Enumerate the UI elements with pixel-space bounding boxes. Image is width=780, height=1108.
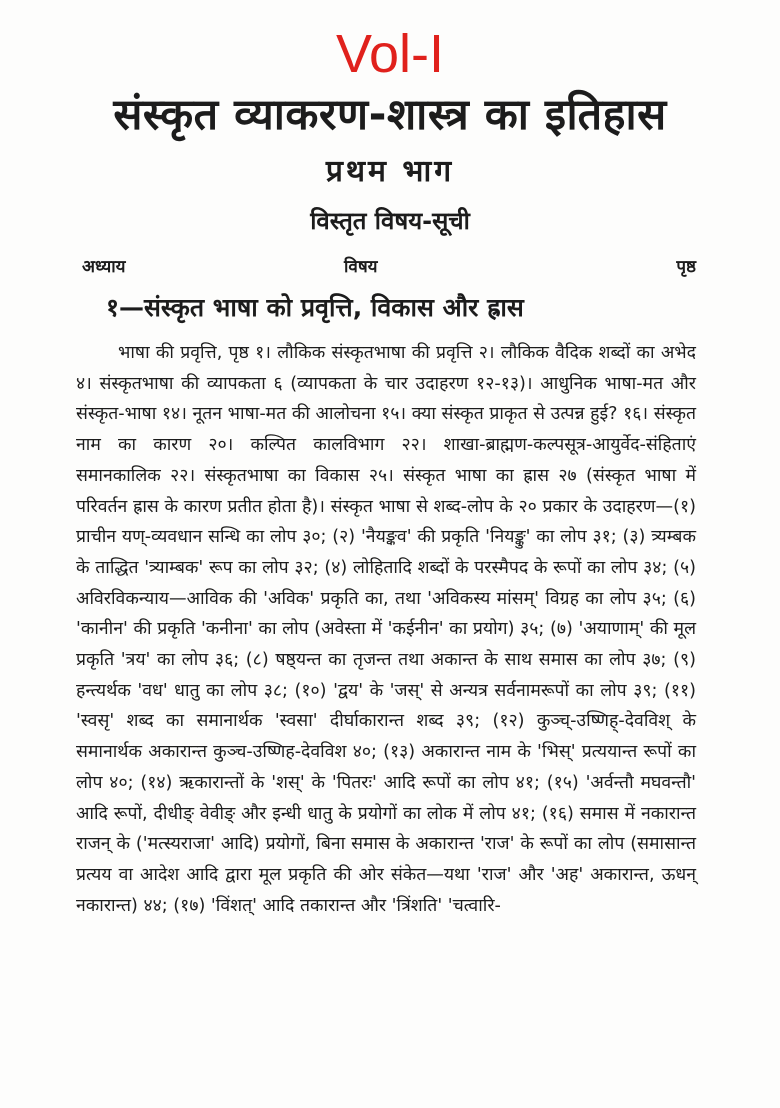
part-label: प्रथम भाग xyxy=(325,154,455,189)
column-header-row xyxy=(82,252,696,282)
index-heading: विस्तृत विषय-सूची xyxy=(310,207,470,235)
column-subject: विषय xyxy=(344,257,378,277)
chapter-contents-paragraph: भाषा की प्रवृत्ति, पृष्ठ १। लौकिक संस्कृतभाषा की प्रवृत्ति २। लौकिक वैदिक शब्दों का अभेद ४। संस्कृतभाषा की व्यापकता ६ (व्यापकता के चार उदाहरण १२-१३)। आधुनिक भाषा-मत और संस्कृत-भाषा १४। नूतन भाषा-मत की आलोचना १५। क्या संस्कृत प्राकृत से उत्पन्न हुई? १६। संस्कृत नाम का कारण २०। कल्पित कालविभाग २२। शाखा-ब्राह्मण-कल्पसूत्र-आयुर्वेद-संहिताएं समानकालिक २२। संस्कृतभाषा का विकास २५। संस्कृत भाषा का ह्रास २७ (संस्कृत भाषा में परिवर्तन ह्रास के कारण प्रतीत होता है)। संस्कृत भाषा से शब्द-लोप के २० प्रकार के उदाहरण—(१) प्राचीन यण्-व्यवधान सन्धि का लोप ३०; (२) 'नैयङ्कव' की प्रकृति 'नियङ्कु' का लोप ३१; (३) त्र्यम्बक के ताद्धित 'त्र्याम्बक' रूप का लोप ३२; (४) लोहितादि शब्दों के परस्मैपद के रूपों का लोप ३४; (५) अविरविकन्याय—आविक की 'अविक' प्रकृति का, तथा 'अविकस्य मांसम्' विग्रह का लोप ३५; (६) 'कानीन' की प्रकृति 'कनीना' का लोप (अवेस्ता में 'कईनीन' का प्रयोग) ३५; (७) 'अयाणाम्' की मूल प्रकृति 'त्रय' का लोप ३६; (८) षष्ठ्यन्त का तृजन्त तथा अकान्त के साथ समास का लोप ३७; (९) हन्त्यर्थक 'वध' धातु का लोप ३८; (१०) 'द्वय' के 'जस्' से अन्यत्र सर्वनामरूपों का लोप ३९; (११) 'स्वसृ' शब्द का समानार्थक 'स्वसा' दीर्घाकारान्त शब्द ३९; (१२) कुञ्च्-उष्णिह्-देवविश् के समानार्थक अकारान्त कुञ्च-उष्णिह-देवविश ४०; (१३) अकारान्त नाम के 'भिस्' प्रत्ययान्त रूपों का लोप ४०; (१४) ऋकारान्तों के 'शस्' के 'पितरः' आदि रूपों का लोप ४१; (१५) 'अर्वन्तौ मघवन्तौ' आदि रूपों, दीधीङ् वेवीङ् और इन्धी धातु के प्रयोगों का लोक में लोप ४१; (१६) समास में नकारान्त राजन् के ('मत्स्यराजा' आदि) प्रयोगों, बिना समास के अकारान्त 'राज' के रूपों का लोप (समासान्त प्रत्यय वा आदेश आदि द्वारा मूल प्रकृति की ओर संकेत—यथा 'राज' और 'अह' अकारान्त, ऊधन् नकारान्त) ४४; (१७) 'विंशत्' आदि तकारान्त और 'त्रिंशति' 'चत्वारि- xyxy=(76,343,696,916)
book-title: संस्कृत व्याकरण-शास्त्र का इतिहास xyxy=(113,90,667,140)
column-chapter: अध्याय xyxy=(82,257,126,277)
volume-label: Vol-I xyxy=(335,24,445,84)
column-page: पृष्ठ xyxy=(676,257,696,277)
chapter-heading: १—संस्कृत भाषा को प्रवृत्ति, विकास और ह्रास xyxy=(106,293,524,322)
